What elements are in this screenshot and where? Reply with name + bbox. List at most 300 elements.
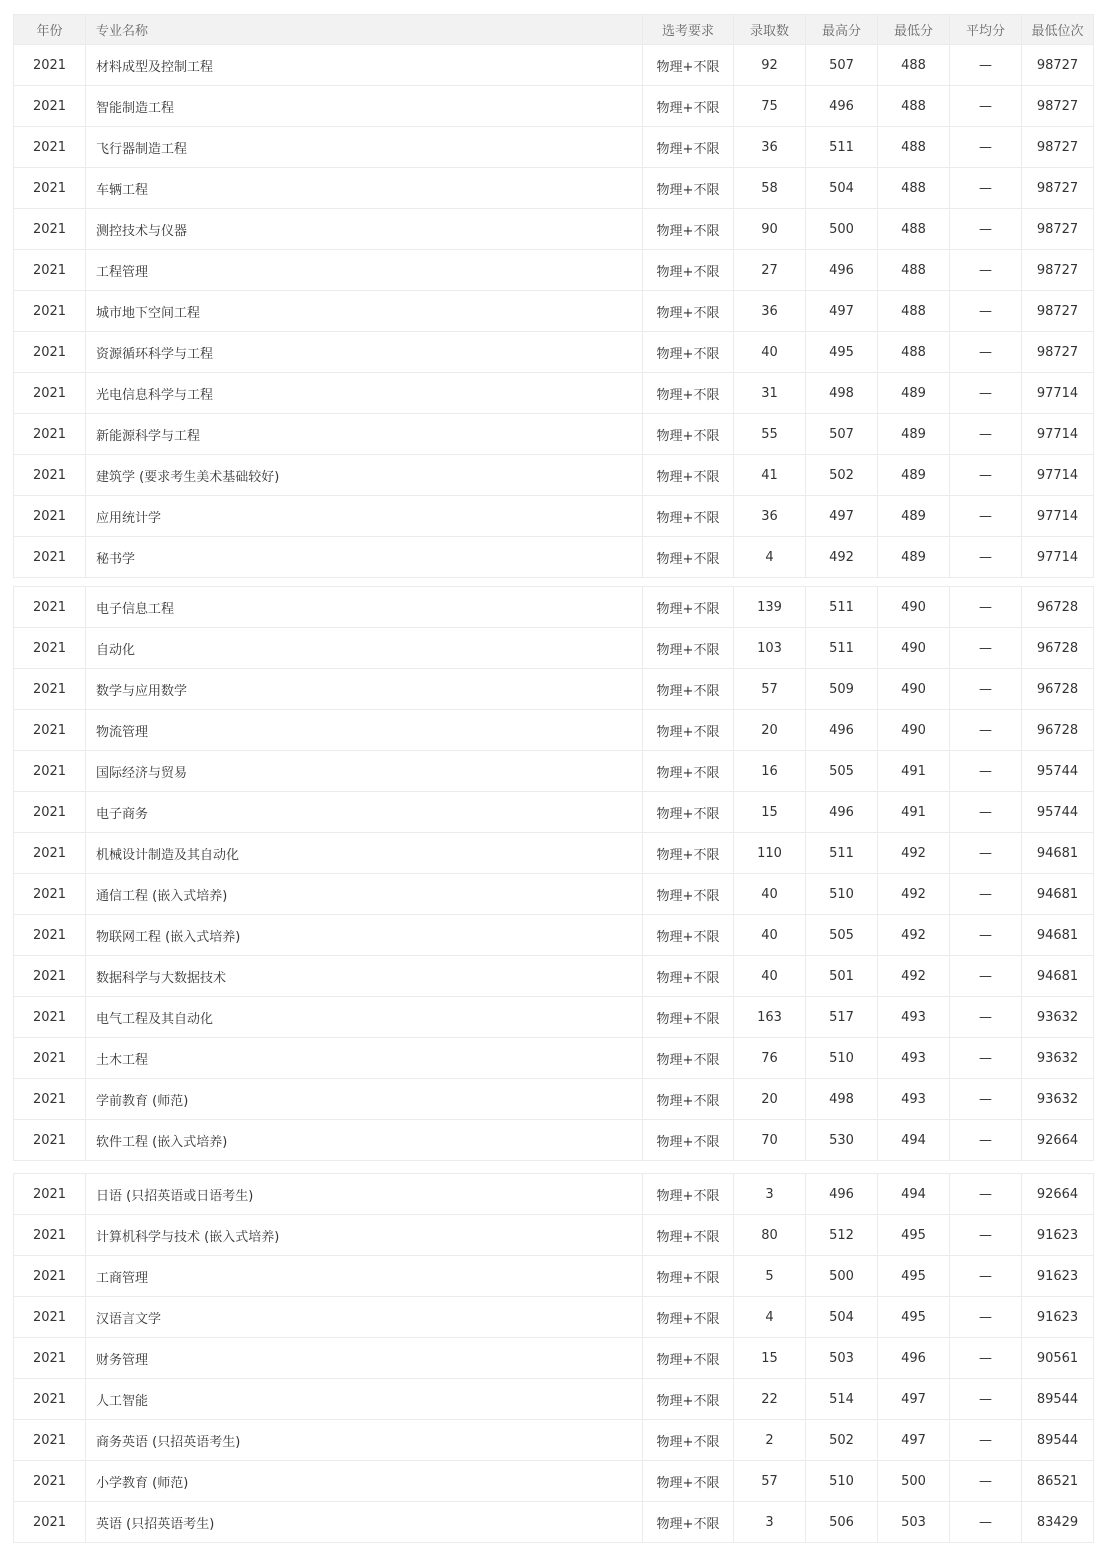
year-cell: 2021 [14, 669, 86, 710]
min-rank-cell: 97714 [1022, 455, 1094, 496]
min-score-cell: 495 [878, 1215, 950, 1256]
max-score-cell: 498 [806, 1079, 878, 1120]
min-score-cell: 492 [878, 874, 950, 915]
subject-requirement-cell: 物理+不限 [643, 86, 734, 127]
year-cell: 2021 [14, 915, 86, 956]
header-row [14, 15, 1094, 45]
subject-requirement-cell: 物理+不限 [643, 127, 734, 168]
min-score-cell: 490 [878, 628, 950, 669]
min-rank-cell: 98727 [1022, 127, 1094, 168]
min-rank-cell: 98727 [1022, 168, 1094, 209]
max-score-cell: 496 [806, 710, 878, 751]
admitted-count-cell: 57 [734, 1461, 806, 1502]
year-cell: 2021 [14, 956, 86, 997]
table-row [14, 751, 1094, 792]
min-rank-cell: 94681 [1022, 956, 1094, 997]
table-row [14, 332, 1094, 373]
avg-score-cell: — [950, 1038, 1022, 1079]
subject-requirement-cell: 物理+不限 [643, 1174, 734, 1215]
year-cell: 2021 [14, 710, 86, 751]
min-rank-cell: 91623 [1022, 1297, 1094, 1338]
subject-requirement-cell: 物理+不限 [643, 1079, 734, 1120]
major-name-cell: 国际经济与贸易 [86, 751, 643, 792]
admitted-count-cell: 76 [734, 1038, 806, 1079]
table-row [14, 669, 1094, 710]
avg-score-cell: — [950, 628, 1022, 669]
max-score-cell: 498 [806, 373, 878, 414]
min-score-cell: 490 [878, 587, 950, 628]
subject-requirement-cell: 物理+不限 [643, 956, 734, 997]
min-score-cell: 491 [878, 792, 950, 833]
max-score-cell: 505 [806, 915, 878, 956]
min-rank-cell: 91623 [1022, 1256, 1094, 1297]
table-row [14, 1256, 1094, 1297]
subject-requirement-cell: 物理+不限 [643, 1338, 734, 1379]
major-name-cell: 软件工程 (嵌入式培养) [86, 1120, 643, 1161]
major-name-cell: 物联网工程 (嵌入式培养) [86, 915, 643, 956]
admitted-count-cell: 90 [734, 209, 806, 250]
header-subject-requirement[interactable]: 选考要求 [643, 15, 734, 45]
table-body [14, 45, 1094, 578]
table-row [14, 956, 1094, 997]
avg-score-cell: — [950, 1461, 1022, 1502]
min-score-cell: 491 [878, 751, 950, 792]
subject-requirement-cell: 物理+不限 [643, 833, 734, 874]
subject-requirement-cell: 物理+不限 [643, 332, 734, 373]
max-score-cell: 507 [806, 45, 878, 86]
year-cell: 2021 [14, 1256, 86, 1297]
admitted-count-cell: 40 [734, 332, 806, 373]
major-name-cell: 智能制造工程 [86, 86, 643, 127]
min-rank-cell: 83429 [1022, 1502, 1094, 1543]
admitted-count-cell: 22 [734, 1379, 806, 1420]
min-rank-cell: 89544 [1022, 1379, 1094, 1420]
admitted-count-cell: 75 [734, 86, 806, 127]
subject-requirement-cell: 物理+不限 [643, 915, 734, 956]
admitted-count-cell: 16 [734, 751, 806, 792]
table-row [14, 168, 1094, 209]
avg-score-cell: — [950, 874, 1022, 915]
header-min-rank[interactable]: 最低位次 [1022, 15, 1094, 45]
subject-requirement-cell: 物理+不限 [643, 669, 734, 710]
min-score-cell: 488 [878, 127, 950, 168]
admitted-count-cell: 36 [734, 127, 806, 168]
avg-score-cell: — [950, 455, 1022, 496]
avg-score-cell: — [950, 587, 1022, 628]
avg-score-cell: — [950, 168, 1022, 209]
max-score-cell: 492 [806, 537, 878, 578]
max-score-cell: 496 [806, 86, 878, 127]
avg-score-cell: — [950, 86, 1022, 127]
subject-requirement-cell: 物理+不限 [643, 1461, 734, 1502]
avg-score-cell: — [950, 1174, 1022, 1215]
major-name-cell: 材料成型及控制工程 [86, 45, 643, 86]
table-row [14, 373, 1094, 414]
admitted-count-cell: 36 [734, 496, 806, 537]
min-rank-cell: 98727 [1022, 332, 1094, 373]
max-score-cell: 495 [806, 332, 878, 373]
max-score-cell: 506 [806, 1502, 878, 1543]
major-name-cell: 土木工程 [86, 1038, 643, 1079]
admitted-count-cell: 92 [734, 45, 806, 86]
subject-requirement-cell: 物理+不限 [643, 414, 734, 455]
subject-requirement-cell: 物理+不限 [643, 496, 734, 537]
min-rank-cell: 98727 [1022, 209, 1094, 250]
year-cell: 2021 [14, 1038, 86, 1079]
major-name-cell: 工程管理 [86, 250, 643, 291]
subject-requirement-cell: 物理+不限 [643, 537, 734, 578]
major-name-cell: 电子商务 [86, 792, 643, 833]
table-body [14, 587, 1094, 1161]
min-score-cell: 495 [878, 1256, 950, 1297]
min-rank-cell: 97714 [1022, 496, 1094, 537]
admitted-count-cell: 103 [734, 628, 806, 669]
table-header [14, 15, 1094, 45]
avg-score-cell: — [950, 537, 1022, 578]
min-rank-cell: 94681 [1022, 874, 1094, 915]
table-row [14, 1502, 1094, 1543]
admitted-count-cell: 58 [734, 168, 806, 209]
table-row [14, 874, 1094, 915]
admitted-count-cell: 40 [734, 874, 806, 915]
header-min-score[interactable]: 最低分 [878, 15, 950, 45]
max-score-cell: 500 [806, 209, 878, 250]
min-score-cell: 488 [878, 168, 950, 209]
major-name-cell: 应用统计学 [86, 496, 643, 537]
min-rank-cell: 89544 [1022, 1420, 1094, 1461]
max-score-cell: 501 [806, 956, 878, 997]
avg-score-cell: — [950, 833, 1022, 874]
subject-requirement-cell: 物理+不限 [643, 1256, 734, 1297]
max-score-cell: 504 [806, 168, 878, 209]
avg-score-cell: — [950, 209, 1022, 250]
subject-requirement-cell: 物理+不限 [643, 997, 734, 1038]
table-row [14, 455, 1094, 496]
max-score-cell: 511 [806, 127, 878, 168]
table-row [14, 1174, 1094, 1215]
min-score-cell: 503 [878, 1502, 950, 1543]
major-name-cell: 汉语言文学 [86, 1297, 643, 1338]
major-name-cell: 电气工程及其自动化 [86, 997, 643, 1038]
year-cell: 2021 [14, 1079, 86, 1120]
subject-requirement-cell: 物理+不限 [643, 1215, 734, 1256]
max-score-cell: 502 [806, 455, 878, 496]
avg-score-cell: — [950, 373, 1022, 414]
min-rank-cell: 98727 [1022, 86, 1094, 127]
min-rank-cell: 93632 [1022, 1079, 1094, 1120]
table-row [14, 628, 1094, 669]
year-cell: 2021 [14, 1379, 86, 1420]
admitted-count-cell: 31 [734, 373, 806, 414]
subject-requirement-cell: 物理+不限 [643, 1379, 734, 1420]
major-name-cell: 城市地下空间工程 [86, 291, 643, 332]
major-name-cell: 人工智能 [86, 1379, 643, 1420]
min-score-cell: 488 [878, 209, 950, 250]
major-name-cell: 电子信息工程 [86, 587, 643, 628]
subject-requirement-cell: 物理+不限 [643, 168, 734, 209]
max-score-cell: 514 [806, 1379, 878, 1420]
max-score-cell: 512 [806, 1215, 878, 1256]
table-row [14, 45, 1094, 86]
min-score-cell: 489 [878, 455, 950, 496]
avg-score-cell: — [950, 710, 1022, 751]
year-cell: 2021 [14, 792, 86, 833]
avg-score-cell: — [950, 669, 1022, 710]
subject-requirement-cell: 物理+不限 [643, 587, 734, 628]
admitted-count-cell: 3 [734, 1502, 806, 1543]
subject-requirement-cell: 物理+不限 [643, 874, 734, 915]
major-name-cell: 新能源科学与工程 [86, 414, 643, 455]
subject-requirement-cell: 物理+不限 [643, 291, 734, 332]
min-score-cell: 488 [878, 291, 950, 332]
table-row [14, 537, 1094, 578]
year-cell: 2021 [14, 373, 86, 414]
min-score-cell: 493 [878, 997, 950, 1038]
table-row [14, 1379, 1094, 1420]
table-row [14, 86, 1094, 127]
avg-score-cell: — [950, 1297, 1022, 1338]
admitted-count-cell: 4 [734, 1297, 806, 1338]
min-rank-cell: 97714 [1022, 373, 1094, 414]
table-row [14, 997, 1094, 1038]
year-cell: 2021 [14, 209, 86, 250]
min-score-cell: 494 [878, 1174, 950, 1215]
admitted-count-cell: 15 [734, 792, 806, 833]
table-row [14, 414, 1094, 455]
max-score-cell: 510 [806, 1461, 878, 1502]
min-rank-cell: 94681 [1022, 833, 1094, 874]
table-row [14, 127, 1094, 168]
min-score-cell: 489 [878, 496, 950, 537]
max-score-cell: 497 [806, 291, 878, 332]
min-score-cell: 497 [878, 1379, 950, 1420]
year-cell: 2021 [14, 168, 86, 209]
min-rank-cell: 95744 [1022, 751, 1094, 792]
subject-requirement-cell: 物理+不限 [643, 250, 734, 291]
table-row [14, 1038, 1094, 1079]
max-score-cell: 510 [806, 874, 878, 915]
year-cell: 2021 [14, 628, 86, 669]
min-score-cell: 496 [878, 1338, 950, 1379]
subject-requirement-cell: 物理+不限 [643, 710, 734, 751]
year-cell: 2021 [14, 587, 86, 628]
min-rank-cell: 91623 [1022, 1215, 1094, 1256]
major-name-cell: 测控技术与仪器 [86, 209, 643, 250]
major-name-cell: 工商管理 [86, 1256, 643, 1297]
min-score-cell: 489 [878, 537, 950, 578]
admitted-count-cell: 40 [734, 956, 806, 997]
subject-requirement-cell: 物理+不限 [643, 209, 734, 250]
admitted-count-cell: 20 [734, 710, 806, 751]
min-rank-cell: 98727 [1022, 250, 1094, 291]
max-score-cell: 496 [806, 1174, 878, 1215]
year-cell: 2021 [14, 127, 86, 168]
min-rank-cell: 90561 [1022, 1338, 1094, 1379]
year-cell: 2021 [14, 874, 86, 915]
avg-score-cell: — [950, 291, 1022, 332]
year-cell: 2021 [14, 1502, 86, 1543]
year-cell: 2021 [14, 45, 86, 86]
subject-requirement-cell: 物理+不限 [643, 373, 734, 414]
admitted-count-cell: 70 [734, 1120, 806, 1161]
min-score-cell: 490 [878, 710, 950, 751]
year-cell: 2021 [14, 1338, 86, 1379]
avg-score-cell: — [950, 1215, 1022, 1256]
max-score-cell: 502 [806, 1420, 878, 1461]
min-rank-cell: 97714 [1022, 537, 1094, 578]
max-score-cell: 509 [806, 669, 878, 710]
admitted-count-cell: 41 [734, 455, 806, 496]
table-row [14, 792, 1094, 833]
min-score-cell: 488 [878, 86, 950, 127]
major-name-cell: 通信工程 (嵌入式培养) [86, 874, 643, 915]
admitted-count-cell: 163 [734, 997, 806, 1038]
header-avg-score[interactable]: 平均分 [950, 15, 1022, 45]
table-row [14, 209, 1094, 250]
header-year[interactable]: 年份 [14, 15, 86, 45]
max-score-cell: 517 [806, 997, 878, 1038]
year-cell: 2021 [14, 496, 86, 537]
min-rank-cell: 96728 [1022, 669, 1094, 710]
major-name-cell: 飞行器制造工程 [86, 127, 643, 168]
major-name-cell: 学前教育 (师范) [86, 1079, 643, 1120]
avg-score-cell: — [950, 997, 1022, 1038]
table-row [14, 291, 1094, 332]
admitted-count-cell: 139 [734, 587, 806, 628]
header-admitted-count[interactable]: 录取数 [734, 15, 806, 45]
major-name-cell: 机械设计制造及其自动化 [86, 833, 643, 874]
major-name-cell: 资源循环科学与工程 [86, 332, 643, 373]
admitted-count-cell: 20 [734, 1079, 806, 1120]
min-rank-cell: 96728 [1022, 628, 1094, 669]
year-cell: 2021 [14, 1215, 86, 1256]
table-row [14, 496, 1094, 537]
avg-score-cell: — [950, 332, 1022, 373]
min-score-cell: 492 [878, 915, 950, 956]
avg-score-cell: — [950, 1379, 1022, 1420]
avg-score-cell: — [950, 414, 1022, 455]
header-max-score[interactable]: 最高分 [806, 15, 878, 45]
max-score-cell: 511 [806, 587, 878, 628]
year-cell: 2021 [14, 332, 86, 373]
year-cell: 2021 [14, 414, 86, 455]
year-cell: 2021 [14, 997, 86, 1038]
year-cell: 2021 [14, 291, 86, 332]
year-cell: 2021 [14, 1420, 86, 1461]
table-row [14, 250, 1094, 291]
max-score-cell: 503 [806, 1338, 878, 1379]
subject-requirement-cell: 物理+不限 [643, 455, 734, 496]
min-score-cell: 493 [878, 1038, 950, 1079]
table-row [14, 1461, 1094, 1502]
min-score-cell: 489 [878, 414, 950, 455]
min-score-cell: 494 [878, 1120, 950, 1161]
max-score-cell: 496 [806, 250, 878, 291]
avg-score-cell: — [950, 792, 1022, 833]
max-score-cell: 510 [806, 1038, 878, 1079]
avg-score-cell: — [950, 1338, 1022, 1379]
min-rank-cell: 96728 [1022, 587, 1094, 628]
year-cell: 2021 [14, 1174, 86, 1215]
major-name-cell: 自动化 [86, 628, 643, 669]
min-rank-cell: 92664 [1022, 1120, 1094, 1161]
min-score-cell: 495 [878, 1297, 950, 1338]
min-score-cell: 497 [878, 1420, 950, 1461]
major-name-cell: 数据科学与大数据技术 [86, 956, 643, 997]
admitted-count-cell: 15 [734, 1338, 806, 1379]
table-row [14, 1420, 1094, 1461]
table-body [14, 1174, 1094, 1543]
avg-score-cell: — [950, 496, 1022, 537]
major-name-cell: 车辆工程 [86, 168, 643, 209]
min-score-cell: 489 [878, 373, 950, 414]
max-score-cell: 504 [806, 1297, 878, 1338]
year-cell: 2021 [14, 86, 86, 127]
year-cell: 2021 [14, 537, 86, 578]
major-name-cell: 日语 (只招英语或日语考生) [86, 1174, 643, 1215]
avg-score-cell: — [950, 1079, 1022, 1120]
min-score-cell: 488 [878, 250, 950, 291]
min-score-cell: 493 [878, 1079, 950, 1120]
table-row [14, 1120, 1094, 1161]
major-name-cell: 计算机科学与技术 (嵌入式培养) [86, 1215, 643, 1256]
min-score-cell: 492 [878, 956, 950, 997]
major-name-cell: 建筑学 (要求考生美术基础较好) [86, 455, 643, 496]
table-row [14, 833, 1094, 874]
max-score-cell: 505 [806, 751, 878, 792]
admission-table-part-2 [13, 586, 1094, 1161]
avg-score-cell: — [950, 250, 1022, 291]
admission-table-part-3 [13, 1173, 1094, 1543]
avg-score-cell: — [950, 1502, 1022, 1543]
subject-requirement-cell: 物理+不限 [643, 1297, 734, 1338]
admitted-count-cell: 57 [734, 669, 806, 710]
year-cell: 2021 [14, 751, 86, 792]
max-score-cell: 530 [806, 1120, 878, 1161]
avg-score-cell: — [950, 1420, 1022, 1461]
min-rank-cell: 93632 [1022, 997, 1094, 1038]
major-name-cell: 商务英语 (只招英语考生) [86, 1420, 643, 1461]
min-score-cell: 488 [878, 45, 950, 86]
max-score-cell: 511 [806, 833, 878, 874]
max-score-cell: 507 [806, 414, 878, 455]
min-rank-cell: 96728 [1022, 710, 1094, 751]
table-row [14, 710, 1094, 751]
max-score-cell: 511 [806, 628, 878, 669]
table-row [14, 1079, 1094, 1120]
major-name-cell: 财务管理 [86, 1338, 643, 1379]
min-rank-cell: 97714 [1022, 414, 1094, 455]
header-major-name[interactable]: 专业名称 [86, 15, 643, 45]
subject-requirement-cell: 物理+不限 [643, 1420, 734, 1461]
table-row [14, 1338, 1094, 1379]
max-score-cell: 496 [806, 792, 878, 833]
admitted-count-cell: 110 [734, 833, 806, 874]
avg-score-cell: — [950, 1120, 1022, 1161]
year-cell: 2021 [14, 455, 86, 496]
admission-table-part-1 [13, 14, 1094, 578]
admitted-count-cell: 27 [734, 250, 806, 291]
min-rank-cell: 94681 [1022, 915, 1094, 956]
subject-requirement-cell: 物理+不限 [643, 751, 734, 792]
subject-requirement-cell: 物理+不限 [643, 792, 734, 833]
admitted-count-cell: 5 [734, 1256, 806, 1297]
min-score-cell: 488 [878, 332, 950, 373]
year-cell: 2021 [14, 1120, 86, 1161]
major-name-cell: 光电信息科学与工程 [86, 373, 643, 414]
avg-score-cell: — [950, 45, 1022, 86]
min-rank-cell: 98727 [1022, 45, 1094, 86]
